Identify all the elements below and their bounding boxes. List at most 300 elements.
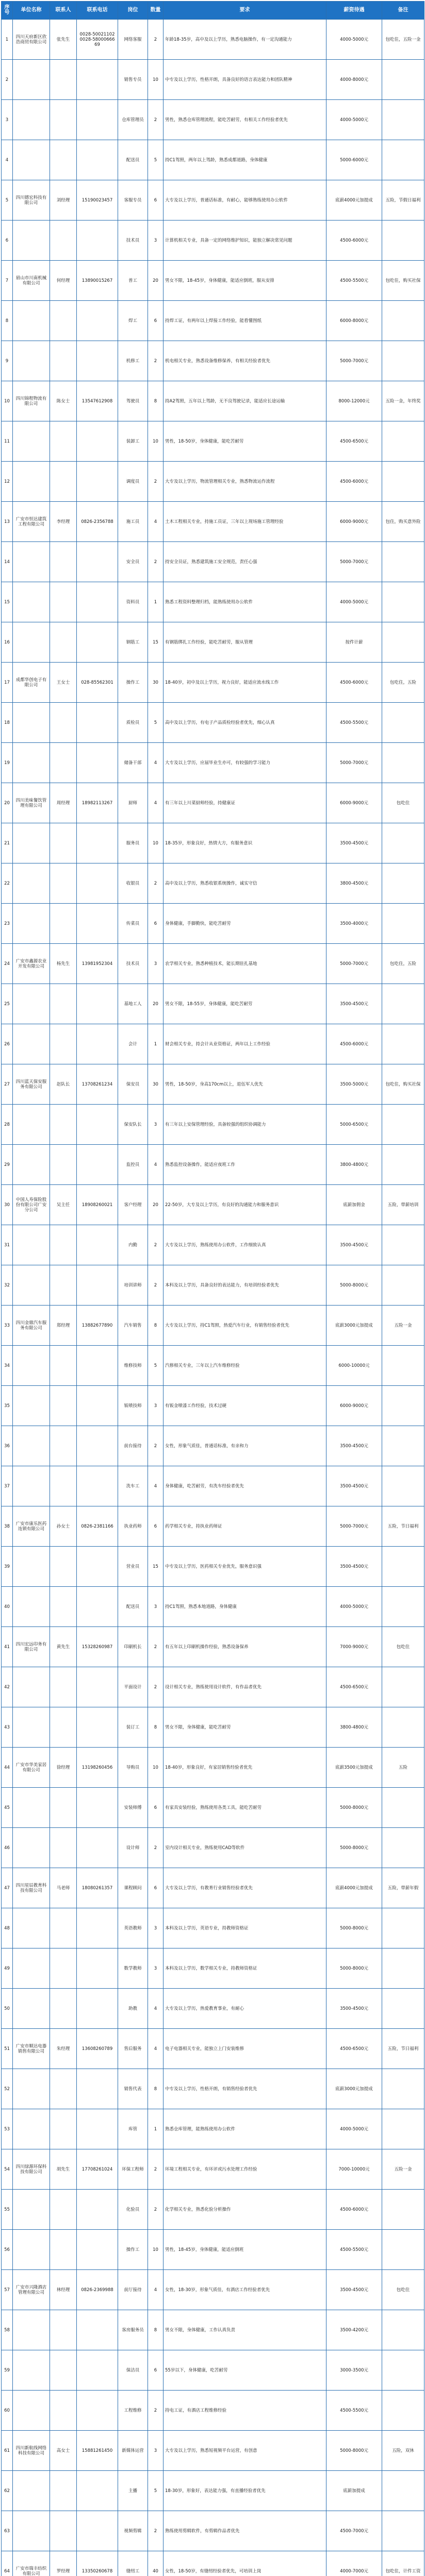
- quantity-cell: 30: [148, 1064, 164, 1105]
- header-cell: 岗位: [118, 2, 148, 20]
- quantity-cell: 3: [148, 1587, 164, 1627]
- requirement-cell: 电子电器相关专业，能独立上门安装维修: [164, 2029, 326, 2069]
- table-row: [2, 2310, 424, 2350]
- salary-cell: 5000-6500元: [326, 1105, 382, 1145]
- row-number-cell: 20: [2, 783, 13, 823]
- phone-cell: [77, 1828, 118, 1868]
- contact-cell: [50, 1587, 77, 1627]
- position-cell: 装卸工: [118, 421, 148, 462]
- contact-cell: 刘经理: [50, 180, 77, 221]
- table-row: [2, 1225, 424, 1265]
- table-row: [2, 1506, 424, 1547]
- quantity-cell: 3: [148, 1948, 164, 1989]
- table-row: [2, 944, 424, 984]
- position-cell: 安全员: [118, 542, 148, 582]
- position-cell: 缝纫工: [118, 2551, 148, 2576]
- phone-cell: 0826-2381166: [77, 1506, 118, 1547]
- salary-cell: 5000-8000元: [326, 1908, 382, 1948]
- header-cell: 联系电话: [77, 2, 118, 20]
- company-cell: [13, 582, 50, 622]
- note-cell: [382, 1024, 424, 1064]
- salary-cell: 5000-8000元: [326, 1828, 382, 1868]
- note-cell: [382, 2511, 424, 2551]
- requirement-cell: 18-35岁，形象良好，热情大方，有服务意识: [164, 823, 326, 863]
- row-number-cell: 47: [2, 1868, 13, 1908]
- table-row: [2, 2391, 424, 2431]
- row-number-cell: 3: [2, 100, 13, 140]
- company-cell: 四川锦程物流有限公司: [13, 381, 50, 421]
- position-cell: 网络客服: [118, 20, 148, 60]
- position-cell: 销售专员: [118, 60, 148, 100]
- note-cell: 包吃住: [382, 783, 424, 823]
- quantity-cell: 3: [148, 221, 164, 261]
- row-number-cell: 7: [2, 261, 13, 301]
- note-cell: [382, 1466, 424, 1506]
- phone-cell: [77, 2069, 118, 2109]
- contact-cell: [50, 743, 77, 783]
- position-cell: 库管: [118, 2109, 148, 2149]
- note-cell: 五险，节日福利: [382, 1506, 424, 1547]
- table-row: [2, 2069, 424, 2109]
- table-row: [2, 1386, 424, 1426]
- row-number-cell: 24: [2, 944, 13, 984]
- table-row: [2, 2109, 424, 2149]
- requirement-cell: 男性，熟悉仓库管理流程，能吃苦耐劳，有相关工作经验者优先: [164, 100, 326, 140]
- phone-cell: [77, 100, 118, 140]
- quantity-cell: 4: [148, 743, 164, 783]
- phone-cell: [77, 2391, 118, 2431]
- note-cell: [382, 1426, 424, 1466]
- contact-cell: 孙女士: [50, 1506, 77, 1547]
- row-number-cell: 54: [2, 2149, 13, 2190]
- salary-cell: 4500-6000元: [326, 221, 382, 261]
- row-number-cell: 57: [2, 2270, 13, 2310]
- table-row: [2, 2511, 424, 2551]
- company-cell: 广安市华美家居有限公司: [13, 1748, 50, 1788]
- quantity-cell: 40: [148, 2551, 164, 2576]
- quantity-cell: 2: [148, 2391, 164, 2431]
- note-cell: [382, 904, 424, 944]
- table-row: [2, 1707, 424, 1748]
- company-cell: [13, 1707, 50, 1748]
- note-cell: [382, 1346, 424, 1386]
- requirement-cell: 身体健康，吃苦耐劳，有洗车经验者优先: [164, 1466, 326, 1506]
- row-number-cell: 48: [2, 1908, 13, 1948]
- salary-cell: 3800-4800元: [326, 1707, 382, 1748]
- company-cell: 广安市瑞丰纺织有限公司: [13, 2551, 50, 2576]
- phone-cell: 13608260789: [77, 2029, 118, 2069]
- phone-cell: [77, 1024, 118, 1064]
- quantity-cell: 8: [148, 2310, 164, 2350]
- contact-cell: [50, 1547, 77, 1587]
- requirement-cell: 18-40岁，形象良好，有家居销售经验者优先: [164, 1748, 326, 1788]
- company-cell: [13, 823, 50, 863]
- position-cell: 机修工: [118, 341, 148, 381]
- contact-cell: 郑经理: [50, 1306, 77, 1346]
- phone-cell: [77, 1707, 118, 1748]
- company-cell: [13, 1547, 50, 1587]
- salary-cell: 3500-4500元: [326, 1225, 382, 1265]
- row-number-cell: 26: [2, 1024, 13, 1064]
- phone-cell: [77, 2511, 118, 2551]
- quantity-cell: 6: [148, 2350, 164, 2391]
- phone-cell: [77, 2109, 118, 2149]
- phone-cell: [77, 1908, 118, 1948]
- salary-cell: 底薪3000元加提成: [326, 2069, 382, 2109]
- note-cell: 包吃住，五险: [382, 663, 424, 703]
- phone-cell: 0028-50021102 0028-5800066669: [77, 20, 118, 60]
- phone-cell: [77, 1386, 118, 1426]
- requirement-cell: 持焊工证，有两年以上焊接工作经验，能看懂图纸: [164, 301, 326, 341]
- row-number-cell: 18: [2, 703, 13, 743]
- requirement-cell: 财会相关专业，持会计从业资格证，两年以上工作经验: [164, 1024, 326, 1064]
- salary-cell: 8000-12000元: [326, 381, 382, 421]
- requirement-cell: 有钣金喷漆工作经验，技术过硬: [164, 1386, 326, 1426]
- phone-cell: [77, 1105, 118, 1145]
- salary-cell: 底薪加佣金: [326, 1185, 382, 1225]
- position-cell: 保安员: [118, 1064, 148, 1105]
- table-row: [2, 1185, 424, 1225]
- quantity-cell: 4: [148, 1989, 164, 2029]
- company-cell: [13, 542, 50, 582]
- table-row: [2, 1627, 424, 1667]
- company-cell: [13, 2471, 50, 2511]
- salary-cell: 5000-8000元: [326, 1948, 382, 1989]
- requirement-cell: 有家具安装经验，熟练使用各类工具，能吃苦耐劳: [164, 1788, 326, 1828]
- table-row: [2, 823, 424, 863]
- position-cell: 前台接待: [118, 1426, 148, 1466]
- contact-cell: [50, 1265, 77, 1306]
- company-cell: 四川蓝天保安服务有限公司: [13, 1064, 50, 1105]
- quantity-cell: 1: [148, 1024, 164, 1064]
- position-cell: 配送员: [118, 140, 148, 180]
- requirement-cell: 年龄18-35岁，高中及以上学历，熟悉电脑操作，有一定沟通能力: [164, 20, 326, 60]
- phone-cell: [77, 1265, 118, 1306]
- company-cell: [13, 1908, 50, 1948]
- quantity-cell: 2: [148, 1627, 164, 1667]
- quantity-cell: 10: [148, 823, 164, 863]
- salary-cell: 5000-7000元: [326, 1506, 382, 1547]
- quantity-cell: 15: [148, 1547, 164, 1587]
- contact-cell: [50, 1908, 77, 1948]
- salary-cell: 4500-6000元: [326, 1024, 382, 1064]
- row-number-cell: 53: [2, 2109, 13, 2149]
- header-cell: 要求: [164, 2, 326, 20]
- position-cell: 工程维修: [118, 2391, 148, 2431]
- position-cell: 执业药师: [118, 1506, 148, 1547]
- requirement-cell: 男性，18-50岁，身高170cm以上，退伍军人优先: [164, 1064, 326, 1105]
- requirement-cell: 室内设计相关专业，熟练使用CAD等软件: [164, 1828, 326, 1868]
- note-cell: 包吃住，购买社保: [382, 1064, 424, 1105]
- phone-cell: [77, 341, 118, 381]
- position-cell: 印刷机长: [118, 1627, 148, 1667]
- company-cell: [13, 1466, 50, 1506]
- contact-cell: [50, 1145, 77, 1185]
- contact-cell: [50, 1386, 77, 1426]
- salary-cell: 5000-7000元: [326, 944, 382, 984]
- position-cell: 汽车销售: [118, 1306, 148, 1346]
- note-cell: [382, 743, 424, 783]
- company-cell: [13, 984, 50, 1024]
- company-cell: [13, 1346, 50, 1386]
- position-cell: 调度员: [118, 462, 148, 502]
- phone-cell: 0826-2369988: [77, 2270, 118, 2310]
- note-cell: 包吃住，五险一金: [382, 20, 424, 60]
- requirement-cell: 女性，18-30岁，形象气质佳，有酒店工作经验者优先: [164, 2270, 326, 2310]
- table-row: [2, 2551, 424, 2576]
- phone-cell: 0826-2356788: [77, 502, 118, 542]
- phone-cell: [77, 2350, 118, 2391]
- note-cell: [382, 140, 424, 180]
- table-row: [2, 2350, 424, 2391]
- row-number-cell: 61: [2, 2431, 13, 2471]
- salary-cell: 底薪3000元加提成: [326, 1306, 382, 1346]
- contact-cell: [50, 904, 77, 944]
- salary-cell: 6000-9000元: [326, 1386, 382, 1426]
- company-cell: [13, 1788, 50, 1828]
- requirement-cell: 女性，18-50岁，有缝纫经验者优先，可培训上岗: [164, 2551, 326, 2576]
- phone-cell: [77, 1587, 118, 1627]
- note-cell: [382, 582, 424, 622]
- note-cell: 包吃住，购买社保: [382, 261, 424, 301]
- position-cell: 普工: [118, 261, 148, 301]
- table-row: [2, 2029, 424, 2069]
- note-cell: [382, 1587, 424, 1627]
- quantity-cell: 2: [148, 2190, 164, 2230]
- phone-cell: [77, 1989, 118, 2029]
- company-cell: [13, 2069, 50, 2109]
- note-cell: 五险，带薪年假: [382, 1868, 424, 1908]
- contact-cell: [50, 1426, 77, 1466]
- company-cell: 四川绿源环保科技有限公司: [13, 2149, 50, 2190]
- position-cell: 服务员: [118, 823, 148, 863]
- job-table: [1, 1, 424, 2576]
- requirement-cell: 22-50岁，大专及以上学历，有良好的沟通能力和服务意识: [164, 1185, 326, 1225]
- requirement-cell: 熟悉监控设备操作，能适应夜班工作: [164, 1145, 326, 1185]
- note-cell: [382, 1547, 424, 1587]
- position-cell: 钣喷技师: [118, 1386, 148, 1426]
- quantity-cell: 6: [148, 904, 164, 944]
- contact-cell: 陈女士: [50, 381, 77, 421]
- phone-cell: [77, 863, 118, 904]
- table-row: [2, 20, 424, 60]
- contact-cell: [50, 1788, 77, 1828]
- note-cell: [382, 221, 424, 261]
- company-cell: 眉山市川南机械有限公司: [13, 261, 50, 301]
- phone-cell: [77, 823, 118, 863]
- quantity-cell: 20: [148, 984, 164, 1024]
- salary-cell: 5000-7000元: [326, 341, 382, 381]
- row-number-cell: 59: [2, 2350, 13, 2391]
- table-body: [2, 20, 424, 2576]
- note-cell: [382, 60, 424, 100]
- row-number-cell: 16: [2, 622, 13, 663]
- position-cell: 保洁员: [118, 2350, 148, 2391]
- company-cell: [13, 2190, 50, 2230]
- table-row: [2, 1989, 424, 2029]
- row-number-cell: 4: [2, 140, 13, 180]
- position-cell: 设计师: [118, 1828, 148, 1868]
- note-cell: [382, 301, 424, 341]
- position-cell: 传菜员: [118, 904, 148, 944]
- requirement-cell: 持C1驾照，熟悉本地道路，身体健康: [164, 1587, 326, 1627]
- row-number-cell: 14: [2, 542, 13, 582]
- row-number-cell: 49: [2, 1948, 13, 1989]
- row-number-cell: 2: [2, 60, 13, 100]
- note-cell: [382, 1386, 424, 1426]
- row-number-cell: 25: [2, 984, 13, 1024]
- table-row: [2, 1587, 424, 1627]
- salary-cell: 4500-6000元: [326, 462, 382, 502]
- phone-cell: [77, 1346, 118, 1386]
- quantity-cell: 15: [148, 622, 164, 663]
- requirement-cell: 熟练使用剪辑软件，有剪辑作品者优先: [164, 2511, 326, 2551]
- salary-cell: 4500-6000元: [326, 2190, 382, 2230]
- contact-cell: [50, 582, 77, 622]
- quantity-cell: 4: [148, 2029, 164, 2069]
- company-cell: [13, 863, 50, 904]
- company-cell: 广安市恒达建筑工程有限公司: [13, 502, 50, 542]
- requirement-cell: 熟悉工程资料整理归档，能熟练使用办公软件: [164, 582, 326, 622]
- note-cell: 包吃住: [382, 2270, 424, 2310]
- quantity-cell: 5: [148, 140, 164, 180]
- salary-cell: 4500-6000元: [326, 663, 382, 703]
- requirement-cell: 女性，形象气质佳，普通话标准，有亲和力: [164, 1426, 326, 1466]
- requirement-cell: 大专及以上学历，应届毕业生亦可，有较强的学习能力: [164, 743, 326, 783]
- salary-cell: 4500-6500元: [326, 2029, 382, 2069]
- row-number-cell: 6: [2, 221, 13, 261]
- note-cell: [382, 1948, 424, 1989]
- quantity-cell: 5: [148, 2471, 164, 2511]
- company-cell: [13, 462, 50, 502]
- requirement-cell: 环境工程相关专业，有环评或污水处理工作经验: [164, 2149, 326, 2190]
- phone-cell: [77, 743, 118, 783]
- salary-cell: 5000-8000元: [326, 1788, 382, 1828]
- table-row: [2, 783, 424, 823]
- phone-cell: [77, 2230, 118, 2270]
- salary-cell: 4500-5500元: [326, 703, 382, 743]
- table-row: [2, 1788, 424, 1828]
- note-cell: [382, 1828, 424, 1868]
- phone-cell: 13708261234: [77, 1064, 118, 1105]
- note-cell: 五险，节假日福利: [382, 180, 424, 221]
- position-cell: 质检员: [118, 703, 148, 743]
- contact-cell: 林经理: [50, 2270, 77, 2310]
- salary-cell: 3500-4200元: [326, 2310, 382, 2350]
- quantity-cell: 3: [148, 2431, 164, 2471]
- phone-cell: 15881261450: [77, 2431, 118, 2471]
- requirement-cell: 计算机相关专业，具备一定的网络维护知识，能独立解决常见问题: [164, 221, 326, 261]
- contact-cell: [50, 2471, 77, 2511]
- requirement-cell: 大专及以上学历，持C1驾照，热爱汽车行业，有销售经验者优先: [164, 1306, 326, 1346]
- phone-cell: 13981952304: [77, 944, 118, 984]
- phone-cell: [77, 622, 118, 663]
- quantity-cell: 2: [148, 20, 164, 60]
- contact-cell: [50, 1024, 77, 1064]
- contact-cell: 杨先生: [50, 944, 77, 984]
- phone-cell: 18080261357: [77, 1868, 118, 1908]
- row-number-cell: 8: [2, 301, 13, 341]
- contact-cell: [50, 341, 77, 381]
- row-number-cell: 17: [2, 663, 13, 703]
- table-row: [2, 1346, 424, 1386]
- contact-cell: [50, 1948, 77, 1989]
- contact-cell: [50, 2511, 77, 2551]
- note-cell: [382, 1105, 424, 1145]
- row-number-cell: 21: [2, 823, 13, 863]
- note-cell: 五险一金: [382, 2149, 424, 2190]
- requirement-cell: 本科及以上学历，英语专业，持教师资格证: [164, 1908, 326, 1948]
- note-cell: [382, 1225, 424, 1265]
- row-number-cell: 19: [2, 743, 13, 783]
- company-cell: [13, 1587, 50, 1627]
- quantity-cell: 3: [148, 1386, 164, 1426]
- header-cell: 单位名称: [13, 2, 50, 20]
- phone-cell: [77, 582, 118, 622]
- contact-cell: [50, 221, 77, 261]
- position-cell: 会计: [118, 1024, 148, 1064]
- note-cell: 五险，带薪培训: [382, 1185, 424, 1225]
- row-number-cell: 45: [2, 1788, 13, 1828]
- header-cell: 序号: [2, 2, 13, 20]
- company-cell: [13, 1828, 50, 1868]
- row-number-cell: 12: [2, 462, 13, 502]
- requirement-cell: 有三年以上川菜厨师经验，持健康证: [164, 783, 326, 823]
- row-number-cell: 5: [2, 180, 13, 221]
- row-number-cell: 42: [2, 1667, 13, 1707]
- table-row: [2, 2149, 424, 2190]
- contact-cell: 罗经理: [50, 2551, 77, 2576]
- phone-cell: [77, 904, 118, 944]
- row-number-cell: 64: [2, 2551, 13, 2576]
- quantity-cell: 6: [148, 1506, 164, 1547]
- company-cell: [13, 622, 50, 663]
- salary-cell: 6000-9000元: [326, 783, 382, 823]
- salary-cell: 4500-6500元: [326, 1667, 382, 1707]
- position-cell: 监控员: [118, 1145, 148, 1185]
- company-cell: [13, 1265, 50, 1306]
- note-cell: [382, 421, 424, 462]
- header-cell: 备注: [382, 2, 424, 20]
- salary-cell: 4000-5000元: [326, 2109, 382, 2149]
- company-cell: [13, 2230, 50, 2270]
- company-cell: [13, 1426, 50, 1466]
- row-number-cell: 32: [2, 1265, 13, 1306]
- contact-cell: 王女士: [50, 663, 77, 703]
- quantity-cell: 20: [148, 1185, 164, 1225]
- quantity-cell: 3: [148, 944, 164, 984]
- requirement-cell: 男性，18-50岁，身体健康，能吃苦耐劳: [164, 421, 326, 462]
- table-row: [2, 261, 424, 301]
- position-cell: 储备干部: [118, 743, 148, 783]
- contact-cell: [50, 2310, 77, 2350]
- salary-cell: 6000-9000元: [326, 502, 382, 542]
- requirement-cell: 男女不限，身体健康，工作认真负责: [164, 2310, 326, 2350]
- quantity-cell: 8: [148, 2069, 164, 2109]
- table-row: [2, 2431, 424, 2471]
- position-cell: 培训讲师: [118, 1265, 148, 1306]
- contact-cell: 李经理: [50, 502, 77, 542]
- quantity-cell: 6: [148, 180, 164, 221]
- row-number-cell: 40: [2, 1587, 13, 1627]
- table-row: [2, 1024, 424, 1064]
- position-cell: 前厅接待: [118, 2270, 148, 2310]
- row-number-cell: 31: [2, 1225, 13, 1265]
- company-cell: [13, 301, 50, 341]
- company-cell: 中国人寿保险股份有限公司广安分公司: [13, 1185, 50, 1225]
- row-number-cell: 13: [2, 502, 13, 542]
- requirement-cell: 大专及以上学历，物流管理相关专业，熟悉物流运作流程: [164, 462, 326, 502]
